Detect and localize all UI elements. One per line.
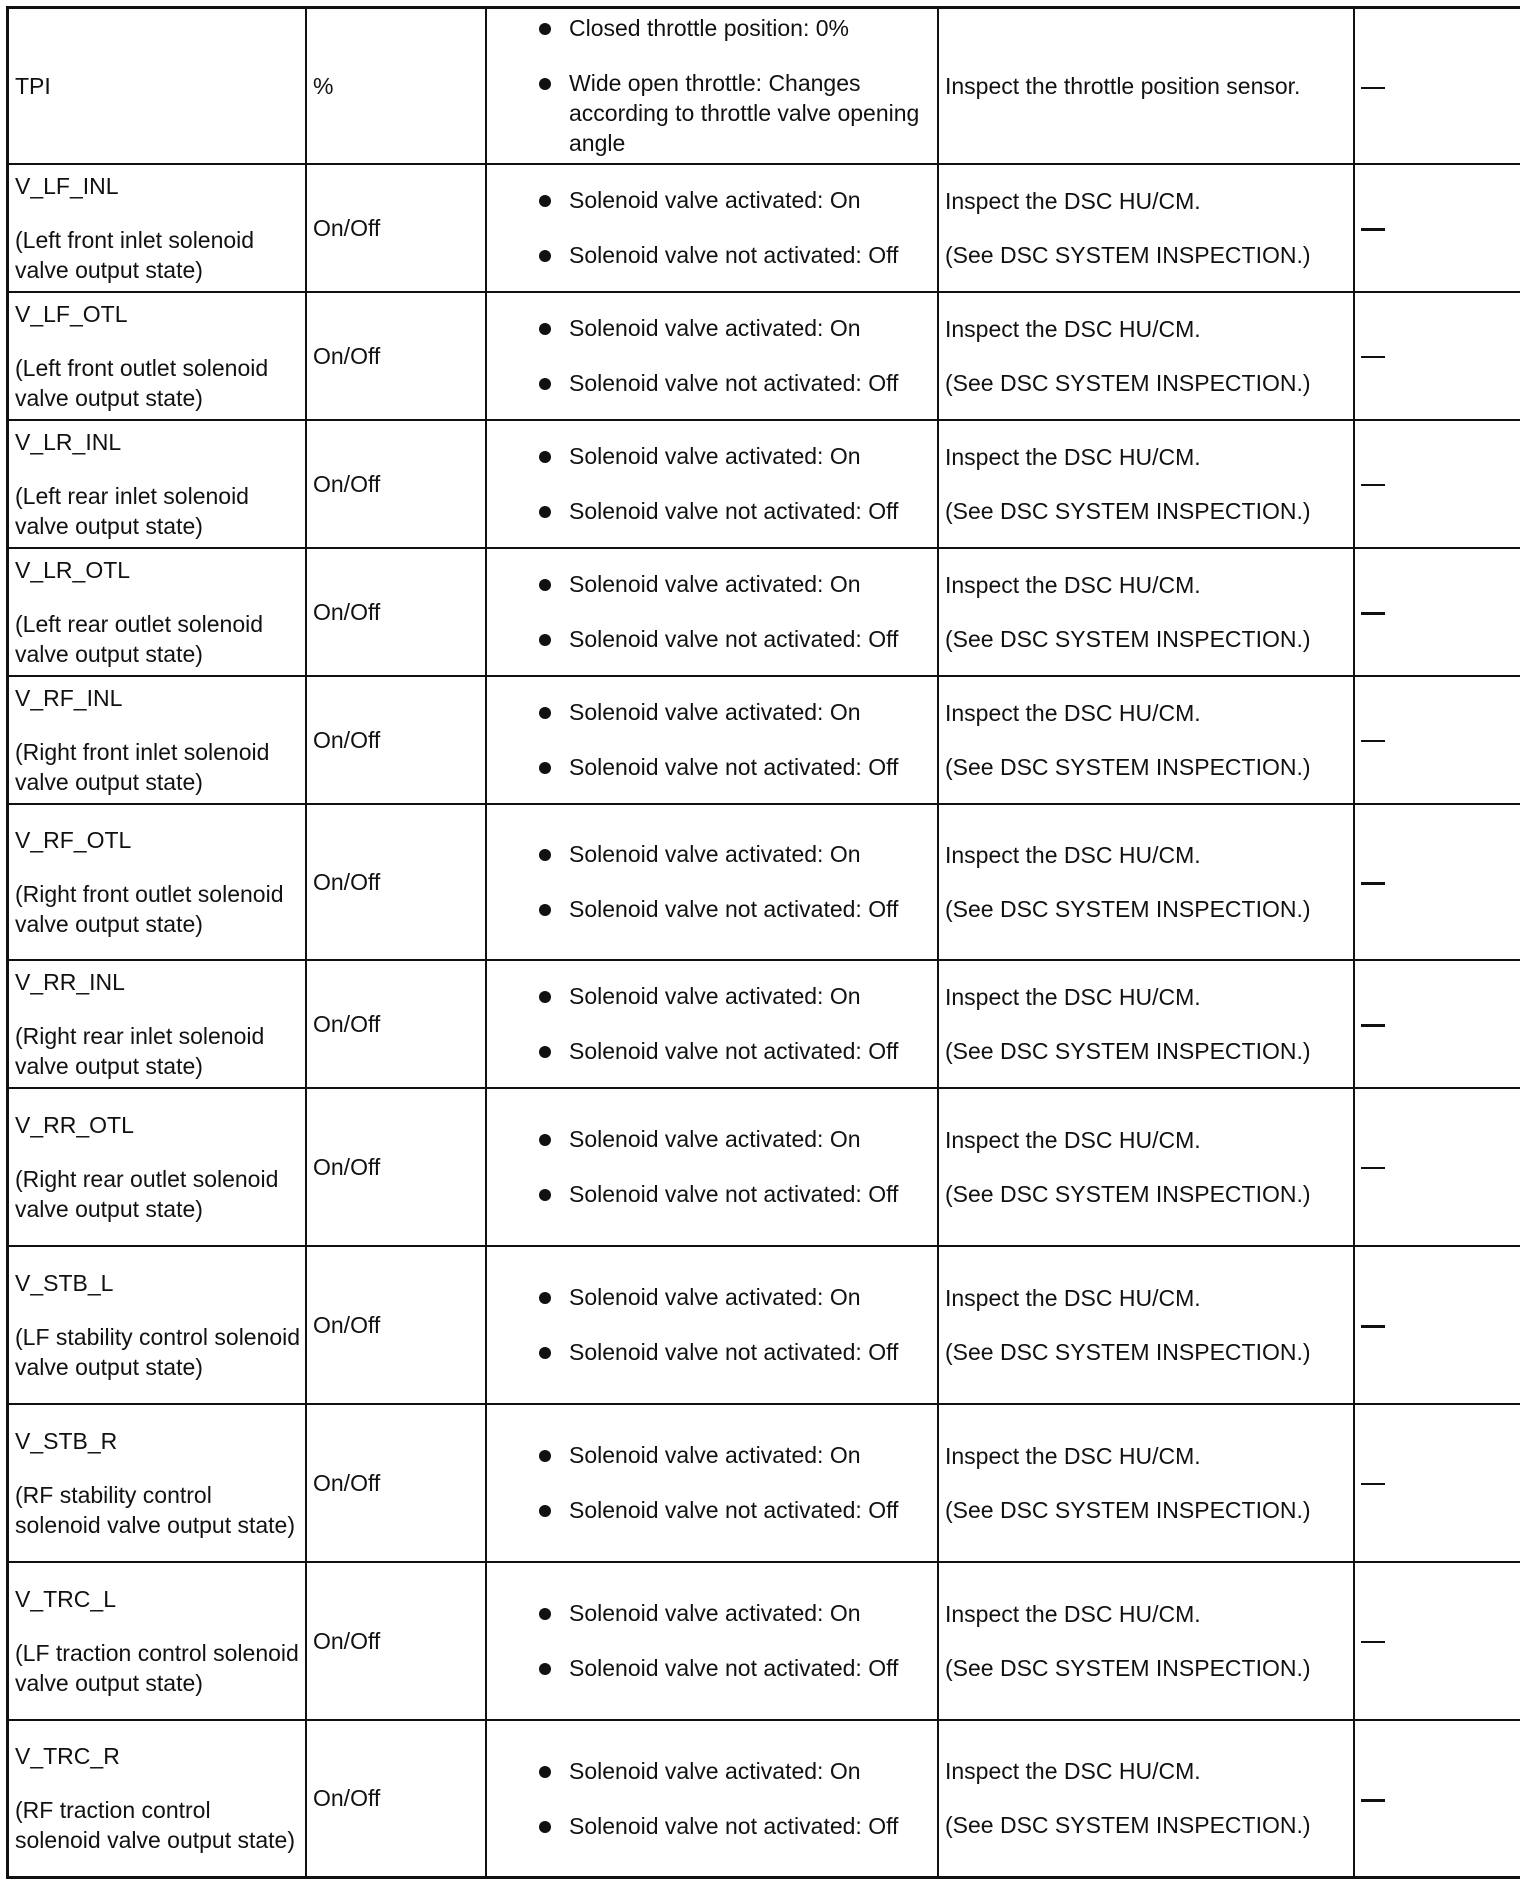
list-item — [493, 313, 933, 343]
condition-text: Solenoid valve not activated: Off — [569, 896, 898, 922]
pid-condition-cell — [486, 1720, 938, 1878]
list-item — [493, 240, 933, 270]
action-reference: (See DSC SYSTEM INSPECTION.) — [945, 496, 1349, 526]
table-row — [8, 1088, 1520, 1246]
action-reference: (See DSC SYSTEM INSPECTION.) — [945, 1036, 1349, 1066]
pid-unit: On/Off — [313, 1628, 380, 1654]
condition-text: Solenoid valve not activated: Off — [569, 1038, 898, 1064]
action-reference: (See DSC SYSTEM INSPECTION.) — [945, 624, 1349, 654]
action-reference: (See DSC SYSTEM INSPECTION.) — [945, 1653, 1349, 1683]
action-reference: (See DSC SYSTEM INSPECTION.) — [945, 368, 1349, 398]
dtc-dash — [1361, 356, 1385, 358]
pid-condition-cell — [486, 8, 938, 164]
pid-condition-cell — [486, 1404, 938, 1562]
pid-description: (Right front outlet solenoid valve output state) — [15, 879, 301, 939]
pid-name: V_RF_INL — [15, 683, 301, 713]
pid-unit-cell — [306, 960, 486, 1088]
pid-name: V_STB_R — [15, 1426, 301, 1456]
table-row — [8, 1246, 1520, 1404]
pid-name-cell — [8, 804, 307, 960]
dtc-dash — [1361, 1325, 1385, 1328]
pid-dtc-cell — [1354, 164, 1520, 292]
pid-name: TPI — [15, 71, 301, 101]
dtc-dash — [1361, 882, 1385, 885]
list-item — [493, 1179, 933, 1209]
dtc-dash — [1361, 1799, 1385, 1802]
list-item — [493, 839, 933, 869]
pid-dtc-cell — [1354, 804, 1520, 960]
condition-list — [493, 981, 933, 1066]
pid-name: V_LR_INL — [15, 427, 301, 457]
action-instruction: Inspect the DSC HU/CM. — [945, 1283, 1349, 1313]
pid-unit-cell — [306, 1246, 486, 1404]
table-row — [8, 1404, 1520, 1562]
pid-unit: On/Off — [313, 215, 380, 241]
pid-name: V_LF_OTL — [15, 299, 301, 329]
pid-name: V_RR_OTL — [15, 1110, 301, 1140]
dtc-dash — [1361, 1483, 1385, 1485]
condition-text: Solenoid valve activated: On — [569, 571, 861, 597]
pid-unit: On/Off — [313, 471, 380, 497]
action-instruction: Inspect the DSC HU/CM. — [945, 1125, 1349, 1155]
condition-list — [493, 1756, 933, 1841]
pid-condition-cell — [486, 548, 938, 676]
pid-unit: On/Off — [313, 869, 380, 895]
list-item — [493, 1653, 933, 1683]
pid-condition-cell — [486, 292, 938, 420]
pid-name-cell — [8, 1720, 307, 1878]
table-row — [8, 292, 1520, 420]
pid-name-cell — [8, 8, 307, 164]
bullet-icon — [539, 1821, 551, 1833]
pid-name: V_TRC_L — [15, 1584, 301, 1614]
pid-unit: On/Off — [313, 1312, 380, 1338]
table-row — [8, 8, 1520, 164]
condition-list — [493, 13, 933, 158]
pid-action-cell — [938, 1562, 1354, 1720]
pid-description: (RF stability control solenoid valve output state) — [15, 1480, 301, 1540]
pid-action-cell — [938, 1404, 1354, 1562]
table-row — [8, 420, 1520, 548]
action-instruction: Inspect the DSC HU/CM. — [945, 442, 1349, 472]
condition-text: Solenoid valve activated: On — [569, 315, 861, 341]
bullet-icon — [539, 1134, 551, 1146]
pid-dtc-cell — [1354, 1404, 1520, 1562]
pid-unit: On/Off — [313, 1470, 380, 1496]
condition-list — [493, 697, 933, 782]
pid-unit: On/Off — [313, 1011, 380, 1037]
pid-name-cell — [8, 960, 307, 1088]
pid-unit-cell — [306, 676, 486, 804]
list-item — [493, 981, 933, 1011]
bullet-icon — [539, 250, 551, 262]
bullet-icon — [539, 707, 551, 719]
condition-text: Solenoid valve not activated: Off — [569, 242, 898, 268]
action-instruction: Inspect the throttle position sensor. — [945, 71, 1349, 101]
pid-action-cell — [938, 8, 1354, 164]
pid-unit-cell — [306, 8, 486, 164]
pid-name-cell — [8, 548, 307, 676]
condition-list — [493, 839, 933, 924]
pid-name: V_TRC_R — [15, 1741, 301, 1771]
condition-text: Solenoid valve not activated: Off — [569, 1655, 898, 1681]
pid-condition-cell — [486, 676, 938, 804]
pid-description: (LF traction control solenoid valve output state) — [15, 1638, 301, 1698]
action-reference: (See DSC SYSTEM INSPECTION.) — [945, 1495, 1349, 1525]
action-instruction: Inspect the DSC HU/CM. — [945, 1756, 1349, 1786]
list-item — [493, 13, 933, 43]
list-item — [493, 1598, 933, 1628]
action-instruction: Inspect the DSC HU/CM. — [945, 314, 1349, 344]
pid-condition-cell — [486, 1088, 938, 1246]
pid-action-cell — [938, 804, 1354, 960]
action-instruction: Inspect the DSC HU/CM. — [945, 982, 1349, 1012]
list-item — [493, 1124, 933, 1154]
pid-dtc-cell — [1354, 676, 1520, 804]
pid-name: V_RF_OTL — [15, 825, 301, 855]
pid-name-cell — [8, 1088, 307, 1246]
pid-action-cell — [938, 676, 1354, 804]
pid-condition-cell — [486, 1246, 938, 1404]
pid-unit-cell — [306, 804, 486, 960]
action-reference: (See DSC SYSTEM INSPECTION.) — [945, 240, 1349, 270]
bullet-icon — [539, 451, 551, 463]
bullet-icon — [539, 1663, 551, 1675]
condition-text: Wide open throttle: Changes according to throttle valve opening angle — [569, 70, 919, 156]
action-reference: (See DSC SYSTEM INSPECTION.) — [945, 894, 1349, 924]
pid-description: (Left front inlet solenoid valve output state) — [15, 225, 301, 285]
pid-unit: On/Off — [313, 343, 380, 369]
table-row — [8, 1562, 1520, 1720]
dtc-dash — [1361, 1024, 1385, 1027]
bullet-icon — [539, 904, 551, 916]
pid-name-cell — [8, 420, 307, 548]
pid-dtc-cell — [1354, 1720, 1520, 1878]
pid-action-cell — [938, 960, 1354, 1088]
condition-text: Solenoid valve activated: On — [569, 443, 861, 469]
dtc-dash — [1361, 1641, 1385, 1643]
pid-dtc-cell — [1354, 292, 1520, 420]
list-item — [493, 569, 933, 599]
condition-list — [493, 185, 933, 270]
condition-list — [493, 569, 933, 654]
condition-text: Solenoid valve not activated: Off — [569, 1339, 898, 1365]
list-item — [493, 1337, 933, 1367]
condition-list — [493, 441, 933, 526]
list-item — [493, 1756, 933, 1786]
dtc-dash — [1361, 484, 1385, 486]
pid-condition-cell — [486, 1562, 938, 1720]
pid-unit-cell — [306, 1088, 486, 1246]
list-item — [493, 1036, 933, 1066]
pid-table — [6, 6, 1520, 1879]
condition-text: Solenoid valve not activated: Off — [569, 1497, 898, 1523]
condition-text: Solenoid valve activated: On — [569, 1284, 861, 1310]
bullet-icon — [539, 762, 551, 774]
pid-name-cell — [8, 1562, 307, 1720]
condition-text: Solenoid valve activated: On — [569, 1600, 861, 1626]
bullet-icon — [539, 1608, 551, 1620]
bullet-icon — [539, 1292, 551, 1304]
dtc-dash — [1361, 228, 1385, 231]
condition-text: Solenoid valve activated: On — [569, 1758, 861, 1784]
condition-text: Solenoid valve activated: On — [569, 841, 861, 867]
action-instruction: Inspect the DSC HU/CM. — [945, 570, 1349, 600]
pid-unit: On/Off — [313, 1785, 380, 1811]
list-item — [493, 496, 933, 526]
pid-name: V_STB_L — [15, 1268, 301, 1298]
action-reference: (See DSC SYSTEM INSPECTION.) — [945, 1337, 1349, 1367]
bullet-icon — [539, 849, 551, 861]
list-item — [493, 697, 933, 727]
pid-unit: % — [313, 73, 333, 99]
pid-dtc-cell — [1354, 8, 1520, 164]
pid-dtc-cell — [1354, 1246, 1520, 1404]
pid-unit-cell — [306, 1720, 486, 1878]
pid-description: (Left rear outlet solenoid valve output state) — [15, 609, 301, 669]
list-item — [493, 894, 933, 924]
bullet-icon — [539, 23, 551, 35]
pid-action-cell — [938, 1088, 1354, 1246]
condition-text: Solenoid valve activated: On — [569, 1126, 861, 1152]
condition-list — [493, 1440, 933, 1525]
pid-action-cell — [938, 420, 1354, 548]
pid-action-cell — [938, 548, 1354, 676]
pid-unit-cell — [306, 292, 486, 420]
pid-name-cell — [8, 676, 307, 804]
pid-name-cell — [8, 164, 307, 292]
list-item — [493, 752, 933, 782]
pid-unit: On/Off — [313, 599, 380, 625]
pid-action-cell — [938, 1720, 1354, 1878]
pid-unit: On/Off — [313, 1154, 380, 1180]
dtc-dash — [1361, 612, 1385, 615]
pid-condition-cell — [486, 804, 938, 960]
pid-name: V_LF_INL — [15, 171, 301, 201]
condition-text: Solenoid valve not activated: Off — [569, 498, 898, 524]
pid-action-cell — [938, 292, 1354, 420]
dtc-dash — [1361, 740, 1385, 742]
list-item — [493, 1440, 933, 1470]
pid-unit-cell — [306, 164, 486, 292]
action-reference: (See DSC SYSTEM INSPECTION.) — [945, 1810, 1349, 1840]
pid-description: (RF traction control solenoid valve output state) — [15, 1795, 301, 1855]
action-reference: (See DSC SYSTEM INSPECTION.) — [945, 1179, 1349, 1209]
pid-condition-cell — [486, 164, 938, 292]
action-instruction: Inspect the DSC HU/CM. — [945, 186, 1349, 216]
pid-condition-cell — [486, 960, 938, 1088]
pid-description: (Left front outlet solenoid valve output state) — [15, 353, 301, 413]
list-item — [493, 68, 933, 158]
bullet-icon — [539, 1766, 551, 1778]
bullet-icon — [539, 1189, 551, 1201]
list-item — [493, 441, 933, 471]
bullet-icon — [539, 1347, 551, 1359]
condition-text: Solenoid valve activated: On — [569, 1442, 861, 1468]
pid-dtc-cell — [1354, 548, 1520, 676]
condition-list — [493, 1282, 933, 1367]
pid-unit-cell — [306, 1562, 486, 1720]
pid-name: V_RR_INL — [15, 967, 301, 997]
condition-text: Solenoid valve not activated: Off — [569, 754, 898, 780]
table-row — [8, 676, 1520, 804]
pid-unit-cell — [306, 548, 486, 676]
condition-list — [493, 313, 933, 398]
condition-text: Solenoid valve not activated: Off — [569, 626, 898, 652]
condition-text: Solenoid valve activated: On — [569, 983, 861, 1009]
table-row — [8, 548, 1520, 676]
pid-dtc-cell — [1354, 1088, 1520, 1246]
bullet-icon — [539, 78, 551, 90]
action-instruction: Inspect the DSC HU/CM. — [945, 840, 1349, 870]
dtc-dash — [1361, 87, 1385, 89]
condition-text: Solenoid valve activated: On — [569, 699, 861, 725]
bullet-icon — [539, 195, 551, 207]
condition-text: Solenoid valve not activated: Off — [569, 1813, 898, 1839]
condition-text: Solenoid valve not activated: Off — [569, 370, 898, 396]
list-item — [493, 1495, 933, 1525]
list-item — [493, 624, 933, 654]
pid-description: (Right rear outlet solenoid valve output state) — [15, 1164, 301, 1224]
pid-name-cell — [8, 1246, 307, 1404]
bullet-icon — [539, 634, 551, 646]
list-item — [493, 1811, 933, 1841]
pid-action-cell — [938, 164, 1354, 292]
list-item — [493, 1282, 933, 1312]
bullet-icon — [539, 1505, 551, 1517]
dtc-dash — [1361, 1167, 1385, 1169]
pid-unit-cell — [306, 1404, 486, 1562]
bullet-icon — [539, 991, 551, 1003]
condition-text: Solenoid valve activated: On — [569, 187, 861, 213]
pid-name-cell — [8, 1404, 307, 1562]
pid-dtc-cell — [1354, 960, 1520, 1088]
table-row — [8, 164, 1520, 292]
pid-name: V_LR_OTL — [15, 555, 301, 585]
action-instruction: Inspect the DSC HU/CM. — [945, 698, 1349, 728]
table-row — [8, 804, 1520, 960]
pid-description: (Right rear inlet solenoid valve output state) — [15, 1021, 301, 1081]
pid-description: (LF stability control solenoid valve output state) — [15, 1322, 301, 1382]
condition-text: Closed throttle position: 0% — [569, 15, 849, 41]
pid-description: (Left rear inlet solenoid valve output state) — [15, 481, 301, 541]
action-instruction: Inspect the DSC HU/CM. — [945, 1441, 1349, 1471]
bullet-icon — [539, 579, 551, 591]
pid-name-cell — [8, 292, 307, 420]
list-item — [493, 185, 933, 215]
pid-condition-cell — [486, 420, 938, 548]
pid-unit: On/Off — [313, 727, 380, 753]
condition-list — [493, 1124, 933, 1209]
pid-unit-cell — [306, 420, 486, 548]
table-row — [8, 960, 1520, 1088]
pid-dtc-cell — [1354, 1562, 1520, 1720]
list-item — [493, 368, 933, 398]
pid-dtc-cell — [1354, 420, 1520, 548]
pid-table-body — [8, 8, 1520, 1878]
condition-list — [493, 1598, 933, 1683]
bullet-icon — [539, 506, 551, 518]
action-instruction: Inspect the DSC HU/CM. — [945, 1599, 1349, 1629]
bullet-icon — [539, 323, 551, 335]
table-row — [8, 1720, 1520, 1878]
pid-action-cell — [938, 1246, 1354, 1404]
pid-description: (Right front inlet solenoid valve output state) — [15, 737, 301, 797]
bullet-icon — [539, 1450, 551, 1462]
bullet-icon — [539, 1046, 551, 1058]
action-reference: (See DSC SYSTEM INSPECTION.) — [945, 752, 1349, 782]
bullet-icon — [539, 378, 551, 390]
condition-text: Solenoid valve not activated: Off — [569, 1181, 898, 1207]
